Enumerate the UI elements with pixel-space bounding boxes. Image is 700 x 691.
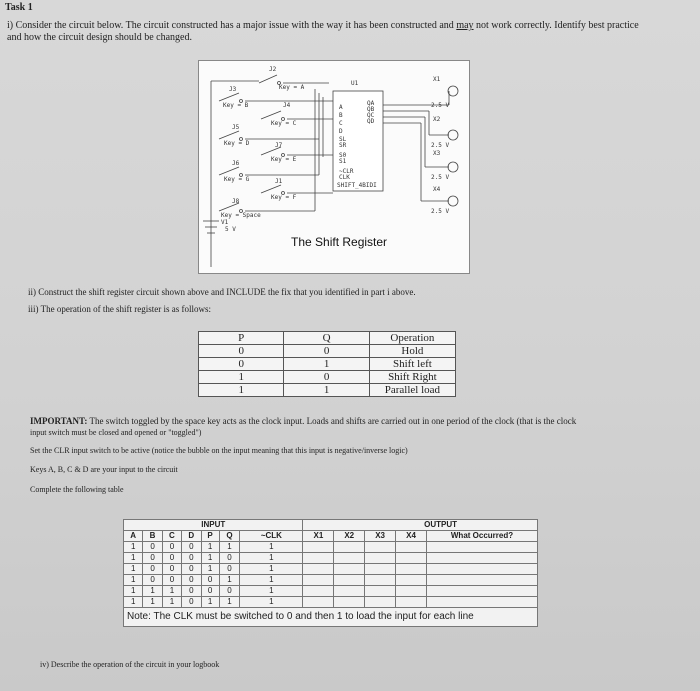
chip-name: SHIFT_4BIDI	[337, 182, 377, 189]
cell	[303, 542, 334, 553]
cell: 0	[201, 586, 219, 597]
probe-x2-v: 2.5 V	[431, 142, 450, 149]
cell: 0	[143, 564, 162, 575]
chip-pin-s0: S0	[339, 152, 347, 159]
col-header: X3	[365, 531, 396, 542]
cell: 0	[284, 371, 369, 384]
important-note-2: input switch must be closed and opened or "toggled")	[30, 428, 202, 437]
chip-pin-sr: SR	[339, 142, 347, 149]
col-header: B	[143, 531, 162, 542]
question-1	[7, 20, 647, 44]
col-header: A	[124, 531, 143, 542]
label-j6: J6	[232, 160, 240, 167]
table-row	[199, 358, 456, 371]
col-header: X4	[396, 531, 427, 542]
cell	[427, 586, 538, 597]
truth-table	[123, 519, 538, 627]
chip-pin-c: C	[339, 120, 343, 127]
cell: 1	[284, 384, 369, 397]
cell	[303, 553, 334, 564]
probe-x2: X2	[433, 116, 441, 123]
question-2: ii) Construct the shift register circuit shown above and INCLUDE the fix that you identified in part i above.	[28, 287, 416, 297]
label-key-c: Key = C	[271, 120, 297, 127]
cell: 0	[284, 345, 369, 358]
q1-text-a: i) Consider the circuit below. The circuit constructed has a major issue with the way it has been constructed and	[7, 20, 457, 31]
cell: 1	[199, 384, 284, 397]
cell: 1	[219, 542, 240, 553]
label-key-space: Key = Space	[221, 212, 261, 219]
col-header: C	[162, 531, 181, 542]
chip-pin-qb: QB	[367, 106, 375, 113]
cell: 0	[162, 575, 181, 586]
cell	[396, 586, 427, 597]
label-j5: J5	[232, 124, 240, 131]
diagram-caption: The Shift Register	[291, 235, 388, 249]
chip-pin-qd: QD	[367, 118, 375, 125]
cell: 1	[240, 564, 303, 575]
cell: 0	[182, 575, 201, 586]
cell	[365, 542, 396, 553]
clr-instruction: Set the CLR input switch to be active (notice the bubble on the input meaning that this input is negative/inverse logic)	[30, 446, 408, 455]
cell: 0	[219, 586, 240, 597]
chip-pin-qa: QA	[367, 100, 375, 107]
label-u1: U1	[351, 80, 359, 87]
label-j8: J8	[232, 198, 240, 205]
q1-text-underlined: may	[456, 20, 474, 31]
cell: 1	[240, 586, 303, 597]
cell: 1	[162, 597, 181, 608]
header-cell: Operation	[369, 332, 455, 345]
cell: 1	[143, 597, 162, 608]
cell	[365, 586, 396, 597]
cell	[427, 597, 538, 608]
label-key-b: Key = B	[223, 102, 249, 109]
cell	[365, 575, 396, 586]
cell	[303, 564, 334, 575]
cell: 1	[284, 358, 369, 371]
cell: 1	[219, 575, 240, 586]
chip-pin-b: B	[339, 112, 343, 119]
col-header: P	[201, 531, 219, 542]
cell	[334, 564, 365, 575]
cell	[334, 597, 365, 608]
cell: 0	[162, 564, 181, 575]
task-heading: Task 1	[5, 2, 33, 13]
cell	[334, 542, 365, 553]
important-note	[30, 415, 576, 427]
table-row	[199, 345, 456, 358]
table-row	[124, 608, 538, 627]
cell: 1	[201, 553, 219, 564]
output-header: OUTPUT	[303, 520, 538, 531]
cell: 1	[143, 586, 162, 597]
probe-x3-v: 2.5 V	[431, 174, 450, 181]
cell: 0	[219, 553, 240, 564]
cell: 0	[182, 586, 201, 597]
probe-x4-v: 2.5 V	[431, 208, 450, 215]
col-header: X1	[303, 531, 334, 542]
cell: 1	[162, 586, 181, 597]
cell	[303, 597, 334, 608]
chip-pin-sl: SL	[339, 136, 347, 143]
table-row	[124, 542, 538, 553]
probe-x4: X4	[433, 186, 441, 193]
complete-instruction: Complete the following table	[30, 485, 124, 494]
table-row	[124, 575, 538, 586]
operation-table	[198, 331, 456, 397]
cell	[396, 597, 427, 608]
cell: 1	[240, 597, 303, 608]
label-key-a: Key = A	[279, 84, 305, 91]
cell: 1	[124, 575, 143, 586]
table-row	[199, 371, 456, 384]
cell: Hold	[369, 345, 455, 358]
cell	[396, 575, 427, 586]
cell	[396, 564, 427, 575]
table-row	[124, 553, 538, 564]
label-key-g: Key = G	[224, 176, 250, 183]
cell	[334, 575, 365, 586]
important-text: The switch toggled by the space key acts as the clock input. Loads and shifts are carried out in one period of the clock (that is the clock	[87, 416, 577, 426]
cell: 0	[199, 358, 284, 371]
cell	[303, 575, 334, 586]
label-key-e: Key = E	[271, 156, 297, 163]
chip-pin-s1: S1	[339, 158, 347, 165]
table-row	[124, 564, 538, 575]
label-j1: J1	[275, 178, 283, 185]
table-row	[199, 384, 456, 397]
cell	[427, 575, 538, 586]
col-header: Q	[219, 531, 240, 542]
cell: 0	[182, 597, 201, 608]
label-j2: J2	[269, 66, 277, 73]
shift-register-diagram	[198, 60, 470, 274]
label-key-d: Key = D	[224, 140, 250, 147]
label-j7: J7	[275, 142, 283, 149]
table-row	[199, 332, 456, 345]
cell: 1	[240, 542, 303, 553]
table-row	[124, 586, 538, 597]
important-label: IMPORTANT:	[30, 416, 88, 426]
cell: 1	[124, 542, 143, 553]
cell: 0	[143, 575, 162, 586]
col-header: ~CLK	[240, 531, 303, 542]
cell: 0	[182, 542, 201, 553]
table-row	[124, 597, 538, 608]
cell	[427, 542, 538, 553]
cell: 1	[201, 564, 219, 575]
cell	[396, 553, 427, 564]
label-j4: J4	[283, 102, 291, 109]
cell	[396, 542, 427, 553]
cell: 1	[124, 597, 143, 608]
question-3: iii) The operation of the shift register is as follows:	[28, 304, 212, 314]
cell: 0	[182, 564, 201, 575]
cell: 0	[182, 553, 201, 564]
cell	[334, 586, 365, 597]
label-key-f: Key = F	[271, 194, 297, 201]
cell: 1	[124, 553, 143, 564]
chip-pin-a: A	[339, 104, 343, 111]
cell: 0	[162, 553, 181, 564]
cell: 0	[162, 542, 181, 553]
cell	[334, 553, 365, 564]
cell	[365, 553, 396, 564]
cell	[365, 597, 396, 608]
cell: 1	[201, 542, 219, 553]
header-cell: P	[199, 332, 284, 345]
cell: 1	[124, 564, 143, 575]
probe-x1: X1	[433, 76, 441, 83]
table-row	[124, 520, 538, 531]
cell: 0	[199, 345, 284, 358]
chip-pin-qc: QC	[367, 112, 375, 119]
label-v1-value: 5 V	[225, 226, 236, 233]
probe-x1-v: 2.5 V	[431, 102, 450, 109]
cell: Shift Right	[369, 371, 455, 384]
chip-pin-clk: CLK	[339, 174, 350, 181]
cell: Parallel load	[369, 384, 455, 397]
cell	[427, 553, 538, 564]
cell: Shift left	[369, 358, 455, 371]
question-4: iv) Describe the operation of the circuit in your logbook	[40, 660, 220, 669]
chip-pin-clr: ~CLR	[339, 168, 354, 175]
cell: 0	[143, 542, 162, 553]
col-header: What Occurred?	[427, 531, 538, 542]
cell	[303, 586, 334, 597]
cell: 0	[201, 575, 219, 586]
cell	[365, 564, 396, 575]
cell: 1	[199, 371, 284, 384]
input-header: INPUT	[124, 520, 303, 531]
col-header: X2	[334, 531, 365, 542]
label-j3: J3	[229, 86, 237, 93]
cell	[427, 564, 538, 575]
cell: 1	[240, 575, 303, 586]
cell: 1	[201, 597, 219, 608]
q1-text-b: not work correctly. Identify best practice and how the circuit design should be changed.	[7, 20, 639, 43]
cell: 1	[240, 553, 303, 564]
cell: 1	[124, 586, 143, 597]
truth-table-note: Note: The CLK must be switched to 0 and then 1 to load the input for each line	[124, 608, 538, 627]
table-row	[124, 531, 538, 542]
cell: 0	[219, 564, 240, 575]
cell: 1	[219, 597, 240, 608]
keys-instruction: Keys A, B, C & D are your input to the circuit	[30, 465, 178, 474]
cell: 0	[143, 553, 162, 564]
col-header: D	[182, 531, 201, 542]
chip-pin-d: D	[339, 128, 343, 135]
probe-x3: X3	[433, 150, 441, 157]
header-cell: Q	[284, 332, 369, 345]
label-v1: V1	[221, 219, 229, 226]
